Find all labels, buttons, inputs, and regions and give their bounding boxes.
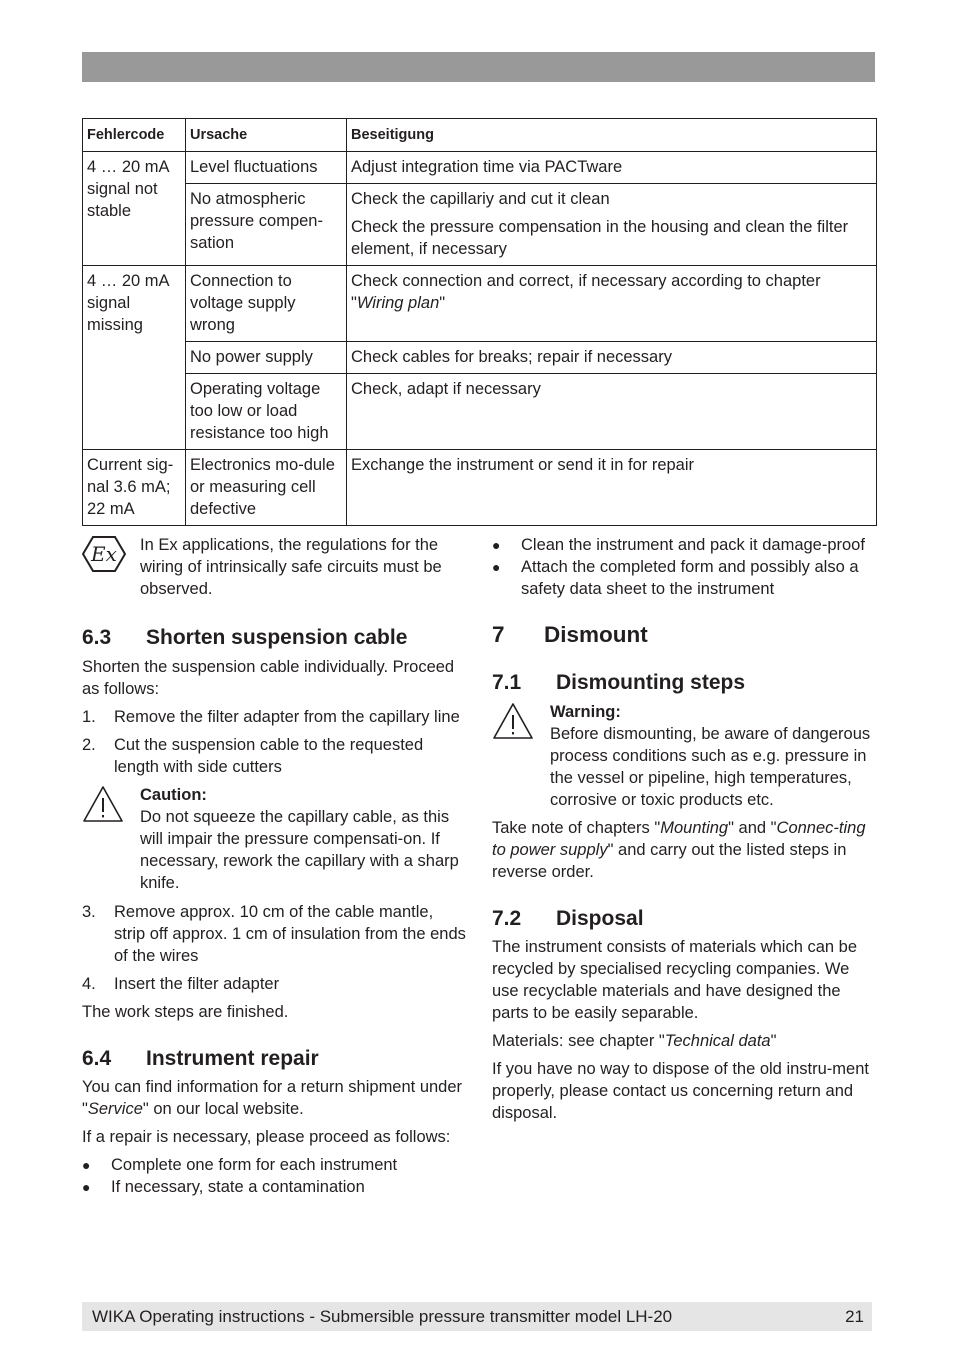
step-number: 4. <box>82 975 96 993</box>
materials-part: " <box>770 1032 777 1050</box>
error-code-cell: 4 … 20 mA signal not stable <box>83 152 186 266</box>
section-6-3-heading <box>82 625 466 651</box>
materials-text <box>492 1030 876 1052</box>
section-number: 7.1 <box>492 671 522 694</box>
ex-note-text: In Ex applications, the regulations for the wiring of intrinsically safe circuits must be observed. <box>140 536 442 598</box>
table-row <box>83 374 877 450</box>
warning-note <box>492 701 876 811</box>
section-title: Dismounting steps <box>556 671 746 694</box>
list-item <box>82 901 466 967</box>
page-number: 21 <box>845 1307 864 1326</box>
instruction-part: " and " <box>728 819 777 837</box>
dismount-instructions <box>492 817 876 883</box>
bullet-text: Attach the completed form and possibly also a safety data sheet to the instrument <box>521 558 859 598</box>
remedy-cell: Adjust integration time via PACTware <box>347 152 877 184</box>
ex-note <box>82 534 466 600</box>
remedy-text: Check connection and correct, if necessary according to chapter " <box>351 272 821 312</box>
instruction-part: " and carry out the listed steps in reverse order. <box>492 841 847 881</box>
section-number: 7 <box>492 622 505 647</box>
materials-part: Materials: see chapter " <box>492 1032 665 1050</box>
bullet-text: If necessary, state a contamination <box>111 1178 365 1196</box>
table-row <box>83 152 877 184</box>
section-number: 6.3 <box>82 626 112 649</box>
bullet-text: Complete one form for each instrument <box>111 1156 398 1174</box>
section-title: Disposal <box>556 907 644 930</box>
step-list <box>82 901 466 995</box>
error-code-cell: Current sig-nal 3.6 mA; 22 mA <box>83 450 186 526</box>
remedy-cell <box>347 184 877 266</box>
remedy-text: " <box>439 294 446 312</box>
list-item <box>82 734 466 778</box>
section-6-4-heading <box>82 1046 466 1072</box>
step-text: Remove the filter adapter from the capillary line <box>114 708 460 726</box>
section-7-2-heading <box>492 906 876 932</box>
chapter-reference: Mounting <box>660 819 729 837</box>
list-item <box>492 556 876 600</box>
repair-info-part: " on our local website. <box>142 1100 304 1118</box>
cause-cell: Level fluctuations <box>186 152 347 184</box>
remedy-text: Check the pressure compensation in the housing and clean the filter element, if necessary <box>351 218 849 258</box>
footer-text: WIKA Operating instructions - Submersible pressure transmitter model LH-20 <box>92 1307 673 1326</box>
list-item <box>492 534 876 556</box>
list-item <box>82 1176 466 1198</box>
bullet-icon: ● <box>82 1179 91 1195</box>
cause-cell: No power supply <box>186 342 347 374</box>
section-intro: Shorten the suspension cable individually. Proceed as follows: <box>82 658 455 698</box>
cause-cell: Electronics mo-dule or measuring cell defective <box>186 450 347 526</box>
warning-triangle-icon <box>82 784 140 894</box>
repair-procedure-text: If a repair is necessary, please proceed as follows: <box>82 1128 451 1146</box>
section-title: Instrument repair <box>146 1047 319 1070</box>
cause-cell: Operating voltage too low or load resistance too high <box>186 374 347 450</box>
troubleshooting-table <box>82 118 877 526</box>
repair-info-part: You can find information for a return shipment under " <box>82 1078 463 1118</box>
ex-icon <box>82 534 140 600</box>
chapter-reference: Service <box>87 1100 143 1118</box>
step-number: 3. <box>82 903 96 921</box>
svg-text:Ex: Ex <box>91 542 117 566</box>
warning-triangle-icon <box>492 701 550 811</box>
table-row <box>83 450 877 526</box>
remedy-cell: Exchange the instrument or send it in for repair <box>347 450 877 526</box>
error-code-cell: 4 … 20 mA signal missing <box>83 266 186 450</box>
right-column <box>492 532 876 1124</box>
remedy-cell: Check cables for breaks; repair if necessary <box>347 342 877 374</box>
list-item <box>82 973 466 995</box>
page-footer <box>82 1302 872 1331</box>
step-text: Remove approx. 10 cm of the cable mantle, strip off approx. 1 cm of insulation from the ends of the wires <box>114 903 466 965</box>
remedy-cell: Check, adapt if necessary <box>347 374 877 450</box>
bullet-icon: ● <box>492 559 501 575</box>
section-number: 6.4 <box>82 1047 112 1070</box>
header-fehlercode: Fehlercode <box>83 119 186 152</box>
bullet-list <box>82 1154 466 1198</box>
disposal-text: The instrument consists of materials which can be recycled by specialised recycling companies. We use recyclable materials and have designed the parts to be easily separable. <box>492 938 857 1022</box>
list-item <box>82 1154 466 1176</box>
step-number: 2. <box>82 736 96 754</box>
steps-finished-text: The work steps are finished. <box>82 1003 289 1021</box>
step-list <box>82 706 466 778</box>
remedy-cell <box>347 266 877 342</box>
section-title: Shorten suspension cable <box>146 626 408 649</box>
step-text: Insert the filter adapter <box>114 975 280 993</box>
section-7-heading <box>492 621 876 649</box>
bullet-list <box>492 534 876 600</box>
caution-title: Caution: <box>140 786 207 804</box>
remedy-text: Check the capillariy and cut it clean <box>351 190 610 208</box>
step-number: 1. <box>82 708 96 726</box>
warning-text: Before dismounting, be aware of dangerous process conditions such as e.g. pressure in the vessel or pipeline, high temperatures, corrosive or toxic products etc. <box>550 725 871 809</box>
bullet-text: Clean the instrument and pack it damage-proof <box>521 536 865 554</box>
list-item <box>82 706 466 728</box>
header-bar <box>82 52 875 82</box>
cause-cell: No atmospheric pressure compen-sation <box>186 184 347 266</box>
section-7-1-heading <box>492 670 876 696</box>
bullet-icon: ● <box>492 537 501 553</box>
chapter-reference: Technical data <box>664 1032 771 1050</box>
header-beseitigung: Beseitigung <box>347 119 877 152</box>
section-number: 7.2 <box>492 907 522 930</box>
warning-title: Warning: <box>550 703 621 721</box>
instruction-part: Take note of chapters " <box>492 819 661 837</box>
chapter-reference: Wiring plan <box>356 294 440 312</box>
header-ursache: Ursache <box>186 119 347 152</box>
cause-cell: Connection to voltage supply wrong <box>186 266 347 342</box>
left-column <box>82 532 466 1198</box>
caution-text: Do not squeeze the capillary cable, as this will impair the pressure compensati-on. If necessary, rework the capillary with a sharp knife. <box>140 808 459 892</box>
section-title: Dismount <box>544 622 648 647</box>
disposal-contact-text: If you have no way to dispose of the old instru-ment properly, please contact us concerning return and disposal. <box>492 1060 869 1122</box>
chapter-reference: Connec-ting to power supply <box>492 819 866 859</box>
step-text: Cut the suspension cable to the requested length with side cutters <box>114 736 424 776</box>
table-row <box>83 184 877 266</box>
caution-note <box>82 784 466 894</box>
table-header-row <box>83 119 877 152</box>
table-row <box>83 342 877 374</box>
bullet-icon: ● <box>82 1157 91 1173</box>
table-row <box>83 266 877 342</box>
repair-info-text <box>82 1076 466 1120</box>
